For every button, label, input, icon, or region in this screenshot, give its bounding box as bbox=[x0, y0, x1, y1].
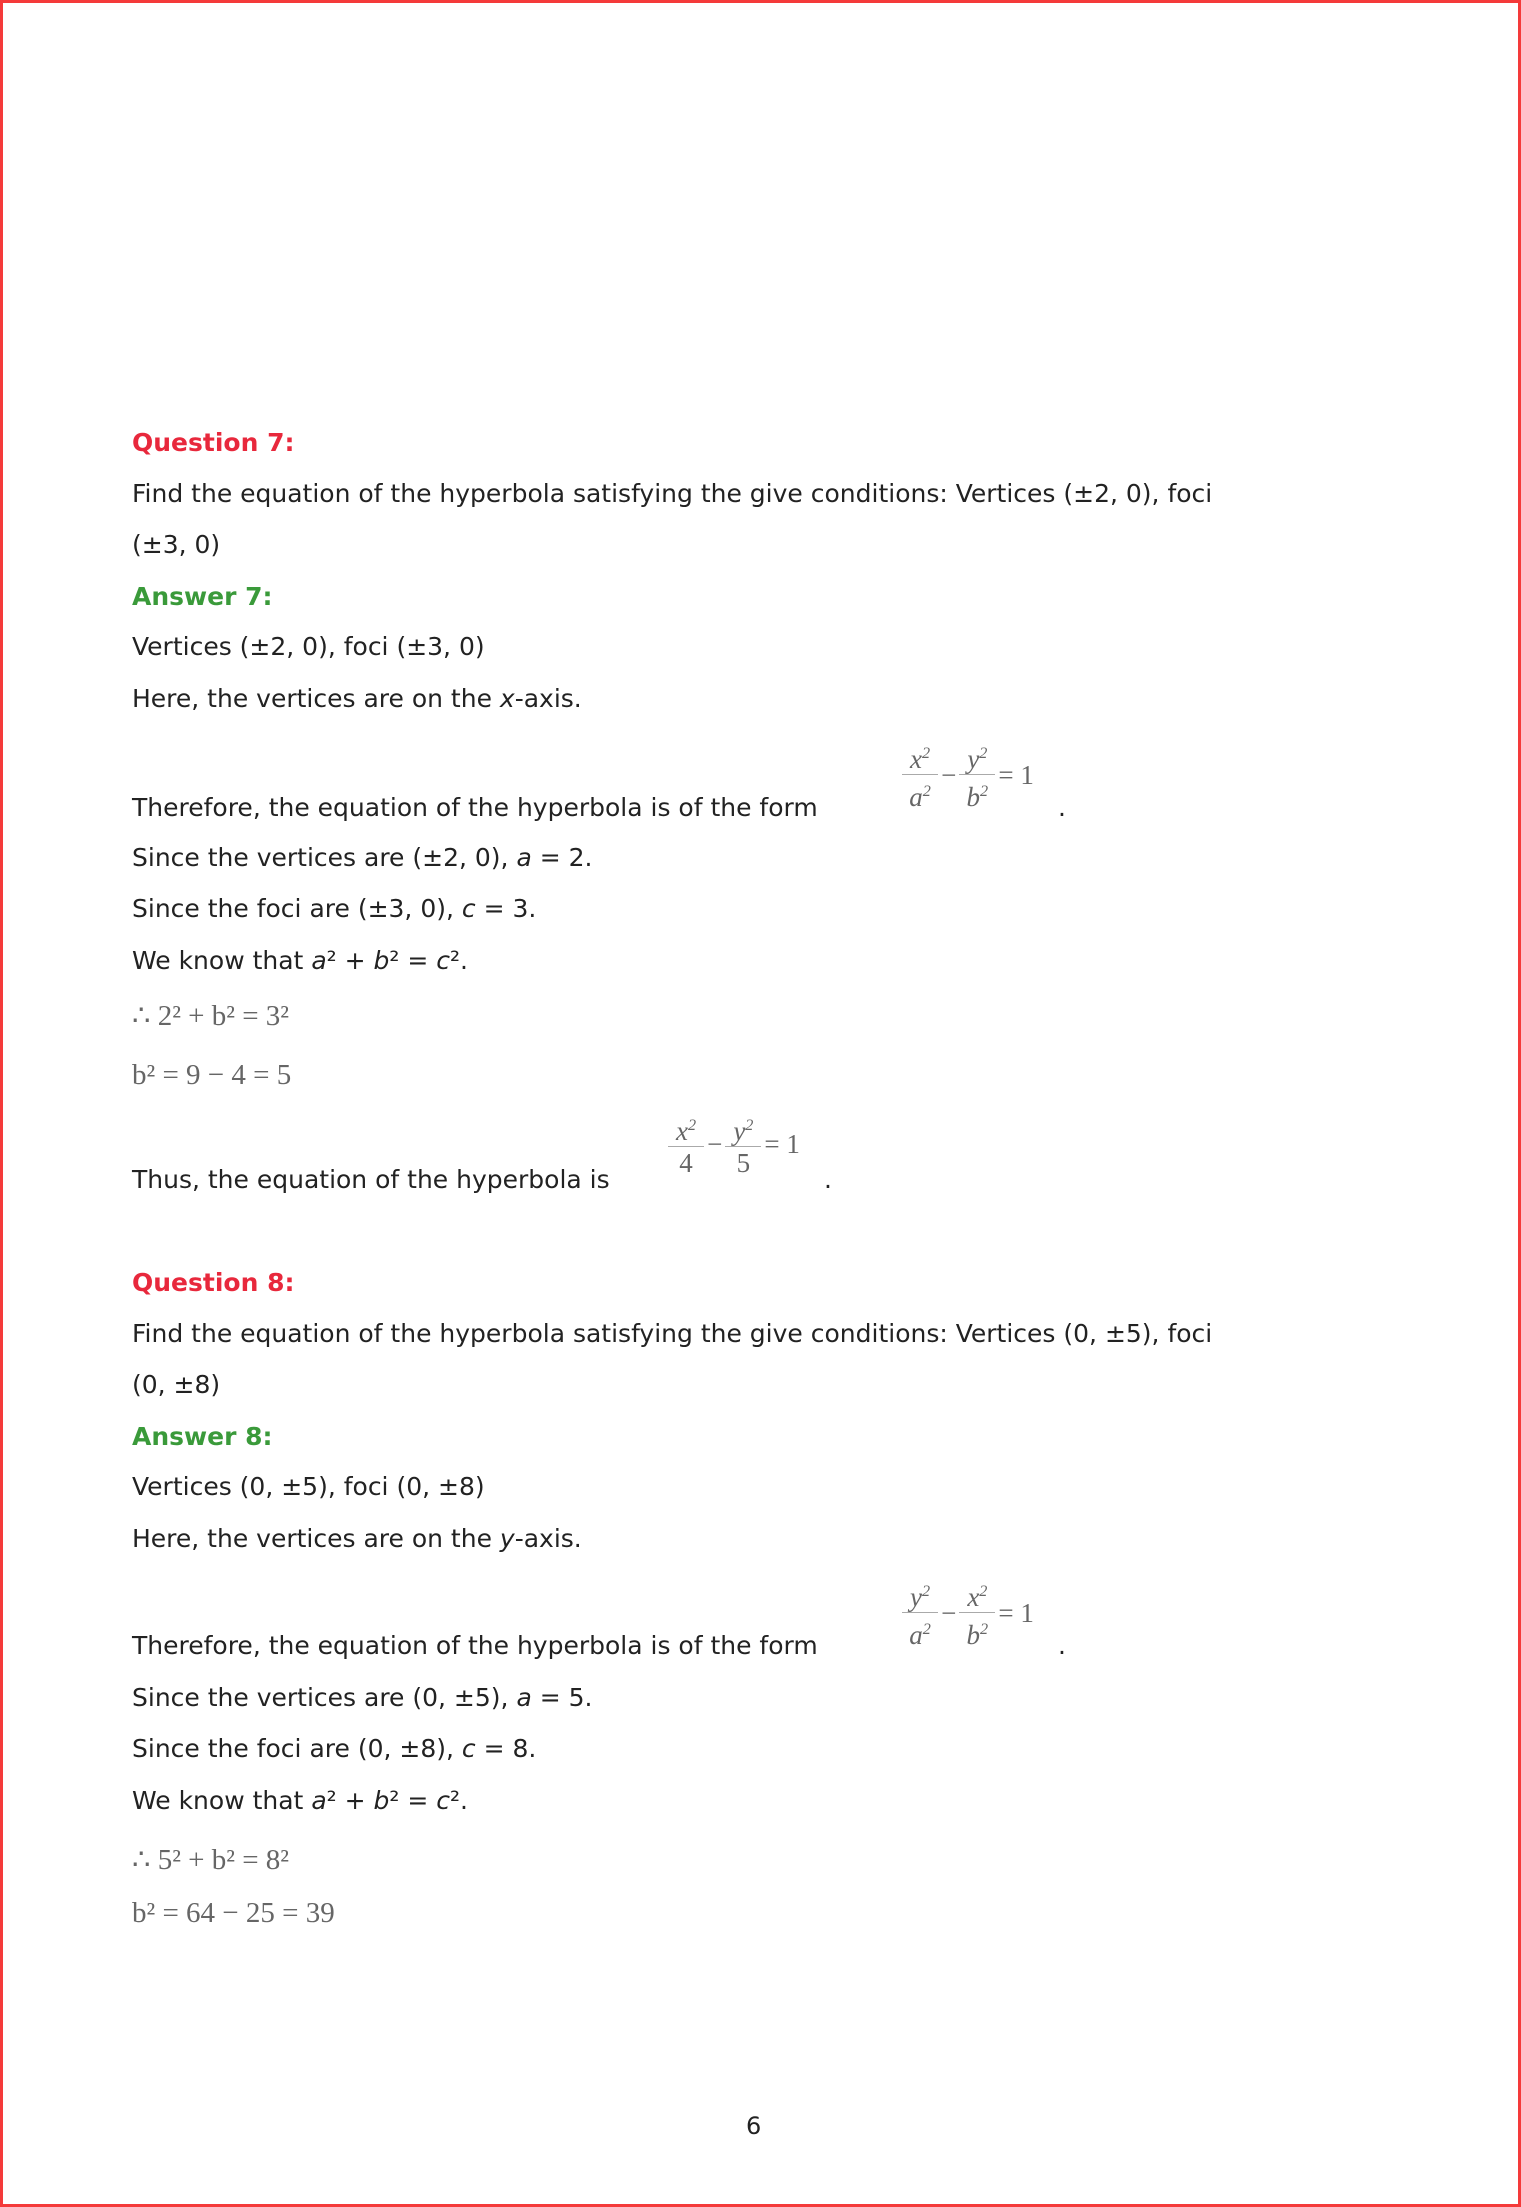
question-8-text: Find the equation of the hyperbola satisfying the give conditions: Vertices (0, ±5), foci bbox=[132, 1319, 1213, 1348]
answer-7-c bbox=[132, 893, 536, 925]
answer-7-form-equation: $\frac{x^2}{a^2}$ − $\frac{y^2}{b^2}$ = 1 bbox=[902, 738, 1037, 813]
text: Since the foci are (±3, 0), bbox=[132, 894, 462, 923]
answer-7-a bbox=[132, 842, 592, 874]
answer-7-axis bbox=[132, 683, 582, 715]
text: We know that bbox=[132, 1786, 304, 1815]
question-7-text: Find the equation of the hyperbola satisfying the give conditions: Vertices (±2, 0), foci bbox=[132, 479, 1213, 508]
question-8-text-cont: (0, ±8) bbox=[132, 1370, 221, 1399]
answer-8-title: Answer 8: bbox=[132, 1422, 273, 1451]
question-7-title: Question 7: bbox=[132, 428, 295, 457]
den: a bbox=[909, 782, 923, 812]
var: c bbox=[461, 894, 476, 923]
text: Since the vertices are (0, ±5), bbox=[132, 1683, 517, 1712]
answer-8-axis bbox=[132, 1523, 582, 1555]
text: = 8. bbox=[475, 1734, 537, 1763]
num: x bbox=[967, 1582, 980, 1612]
answer-7-result-equation: $\frac{x^2}{4}$ − $\frac{y^2}{5}$ = 1 bbox=[668, 1110, 803, 1179]
answer-8-given: Vertices (0, ±5), foci (0, ±8) bbox=[132, 1472, 485, 1501]
num: y bbox=[910, 1582, 922, 1612]
num: x bbox=[910, 744, 922, 774]
var: y bbox=[499, 1524, 515, 1553]
text: Since the vertices are (±2, 0), bbox=[132, 843, 517, 872]
text: We know that bbox=[132, 946, 304, 975]
var: a bbox=[516, 843, 532, 872]
text: Here, the vertices are on the bbox=[132, 1524, 500, 1553]
text: Here, the vertices are on the bbox=[132, 684, 500, 713]
answer-8-identity: We know that a² + b² = c². bbox=[132, 1786, 468, 1815]
text: -axis. bbox=[514, 1524, 582, 1553]
den: 5 bbox=[736, 1148, 751, 1178]
text: Since the foci are (0, ±8), bbox=[132, 1734, 462, 1763]
answer-7-conclusion: Thus, the equation of the hyperbola is bbox=[132, 1165, 610, 1194]
answer-7-title: Answer 7: bbox=[132, 582, 273, 611]
answer-7-identity: We know that a² + b² = c². bbox=[132, 946, 468, 975]
rhs: = 1 bbox=[998, 760, 1034, 790]
den: b bbox=[966, 782, 981, 812]
question-7-text-cont: (±3, 0) bbox=[132, 530, 221, 559]
num: y bbox=[967, 744, 980, 774]
answer-7-math-2: b² = 9 − 4 = 5 bbox=[132, 1059, 292, 1091]
var: c bbox=[461, 1734, 476, 1763]
answer-7-given: Vertices (±2, 0), foci (±3, 0) bbox=[132, 632, 485, 661]
answer-8-math-2: b² = 64 − 25 = 39 bbox=[132, 1897, 335, 1929]
rhs: = 1 bbox=[998, 1598, 1034, 1628]
question-8-title: Question 8: bbox=[132, 1268, 295, 1297]
page-number: 6 bbox=[746, 2112, 762, 2140]
text: -axis. bbox=[514, 684, 582, 713]
var: a bbox=[516, 1683, 532, 1712]
text: = 3. bbox=[475, 894, 537, 923]
answer-7-form-text: Therefore, the equation of the hyperbola is of the form bbox=[132, 793, 818, 822]
answer-8-c bbox=[132, 1733, 536, 1765]
den: 4 bbox=[679, 1148, 693, 1178]
num: y bbox=[733, 1116, 746, 1146]
period: . bbox=[1058, 1631, 1066, 1660]
period: . bbox=[1058, 793, 1066, 822]
text: = 2. bbox=[531, 843, 593, 872]
period: . bbox=[824, 1165, 832, 1194]
den: a bbox=[909, 1620, 923, 1650]
text: = 5. bbox=[531, 1683, 593, 1712]
num: x bbox=[676, 1116, 688, 1146]
answer-8-a bbox=[132, 1682, 592, 1714]
answer-8-math-1: ∴ 5² + b² = 8² bbox=[132, 1844, 289, 1876]
answer-8-form-text: Therefore, the equation of the hyperbola is of the form bbox=[132, 1631, 818, 1660]
rhs: = 1 bbox=[764, 1129, 800, 1159]
var: x bbox=[499, 684, 515, 713]
den: b bbox=[966, 1620, 981, 1650]
answer-8-form-equation: $\frac{y^2}{a^2}$ − $\frac{x^2}{b^2}$ = 1 bbox=[902, 1576, 1037, 1651]
answer-7-math-1: ∴ 2² + b² = 3² bbox=[132, 1000, 289, 1032]
